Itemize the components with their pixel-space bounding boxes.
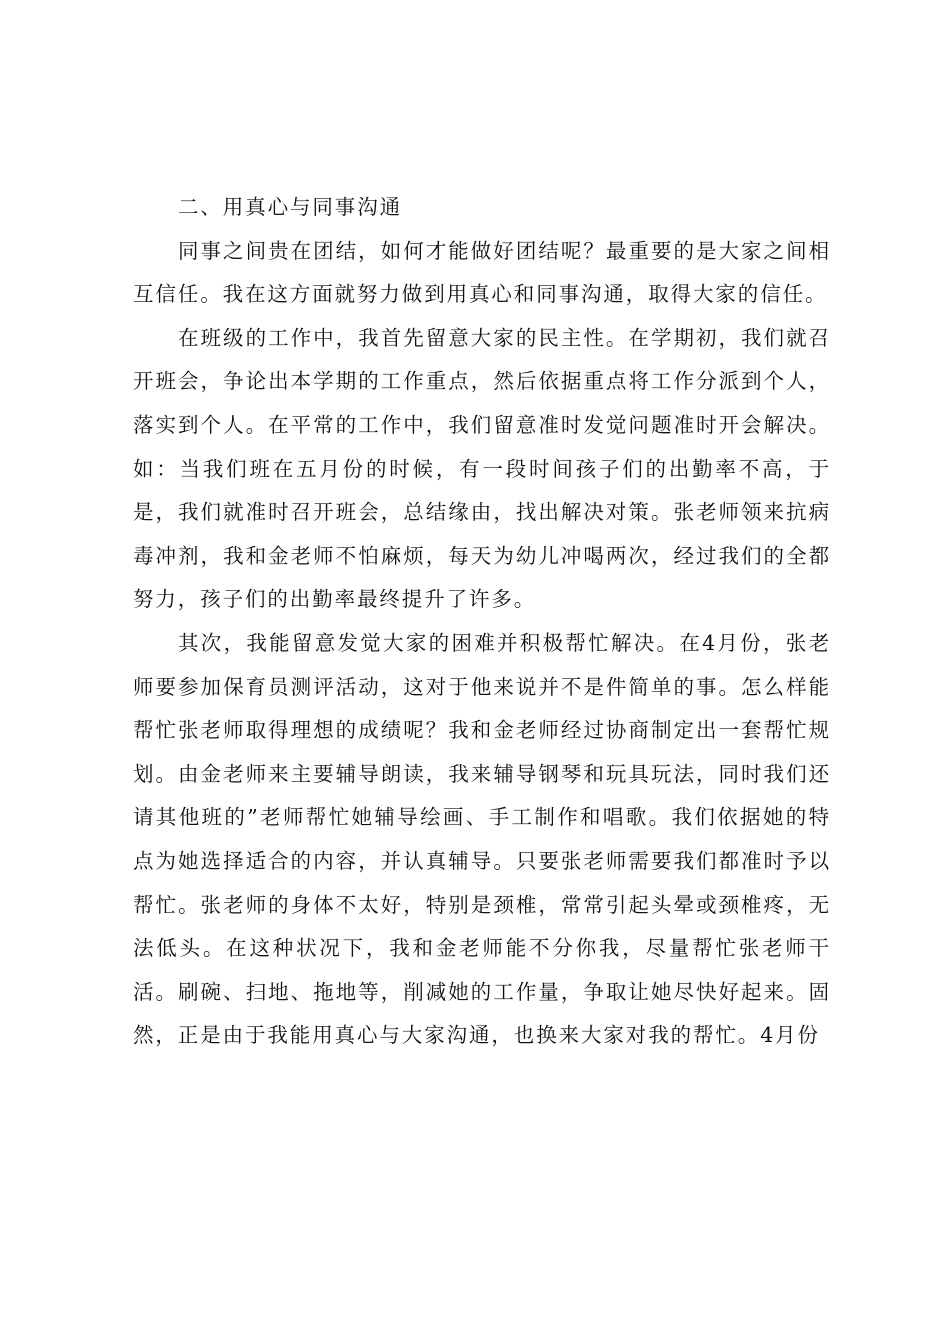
document-body — [133, 186, 831, 1058]
paragraph-1: 同事之间贵在团结，如何才能做好团结呢？最重要的是大家之间相互信任。我在这方面就努力做到用真心和同事沟通，取得大家的信任。 — [133, 238, 831, 307]
section-heading: 二、用真心与同事沟通 — [178, 195, 402, 219]
paragraph-3: 其次，我能留意发觉大家的困难并积极帮忙解决。在4月份，张老师要参加保育员测评活动，这对于他来说并不是件简单的事。怎么样能帮忙张老师取得理想的成绩呢？我和金老师经过协商制定出一套帮忙规划。由金老师来主要辅导朗读，我来辅导钢琴和玩具玩法，同时我们还请其他班的”老师帮忙她辅导绘画、手工制作和唱歌。我们依据她的特点为她选择适合的内容，并认真辅导。只要张老师需要我们都准时予以帮忙。张老师的身体不太好，特别是颈椎，常常引起头晕或颈椎疼，无法低头。在这种状况下，我和金老师能不分你我，尽量帮忙张老师干活。刷碗、扫地、拖地等，削减她的工作量，争取让她尽快好起来。固然，正是由于我能用真心与大家沟通，也换来大家对我的帮忙。4月份 — [133, 630, 831, 1048]
paragraph-2: 在班级的工作中，我首先留意大家的民主性。在学期初，我们就召开班会，争论出本学期的工作重点，然后依据重点将工作分派到个人，落实到个人。在平常的工作中，我们留意准时发觉问题准时开会解决。如：当我们班在五月份的时候，有一段时间孩子们的出勤率不高，于是，我们就准时召开班会，总结缘由，找出解决对策。张老师领来抗病毒冲剂，我和金老师不怕麻烦，每天为幼儿冲喝两次，经过我们的全都努力，孩子们的出勤率最终提升了许多。 — [133, 325, 831, 612]
